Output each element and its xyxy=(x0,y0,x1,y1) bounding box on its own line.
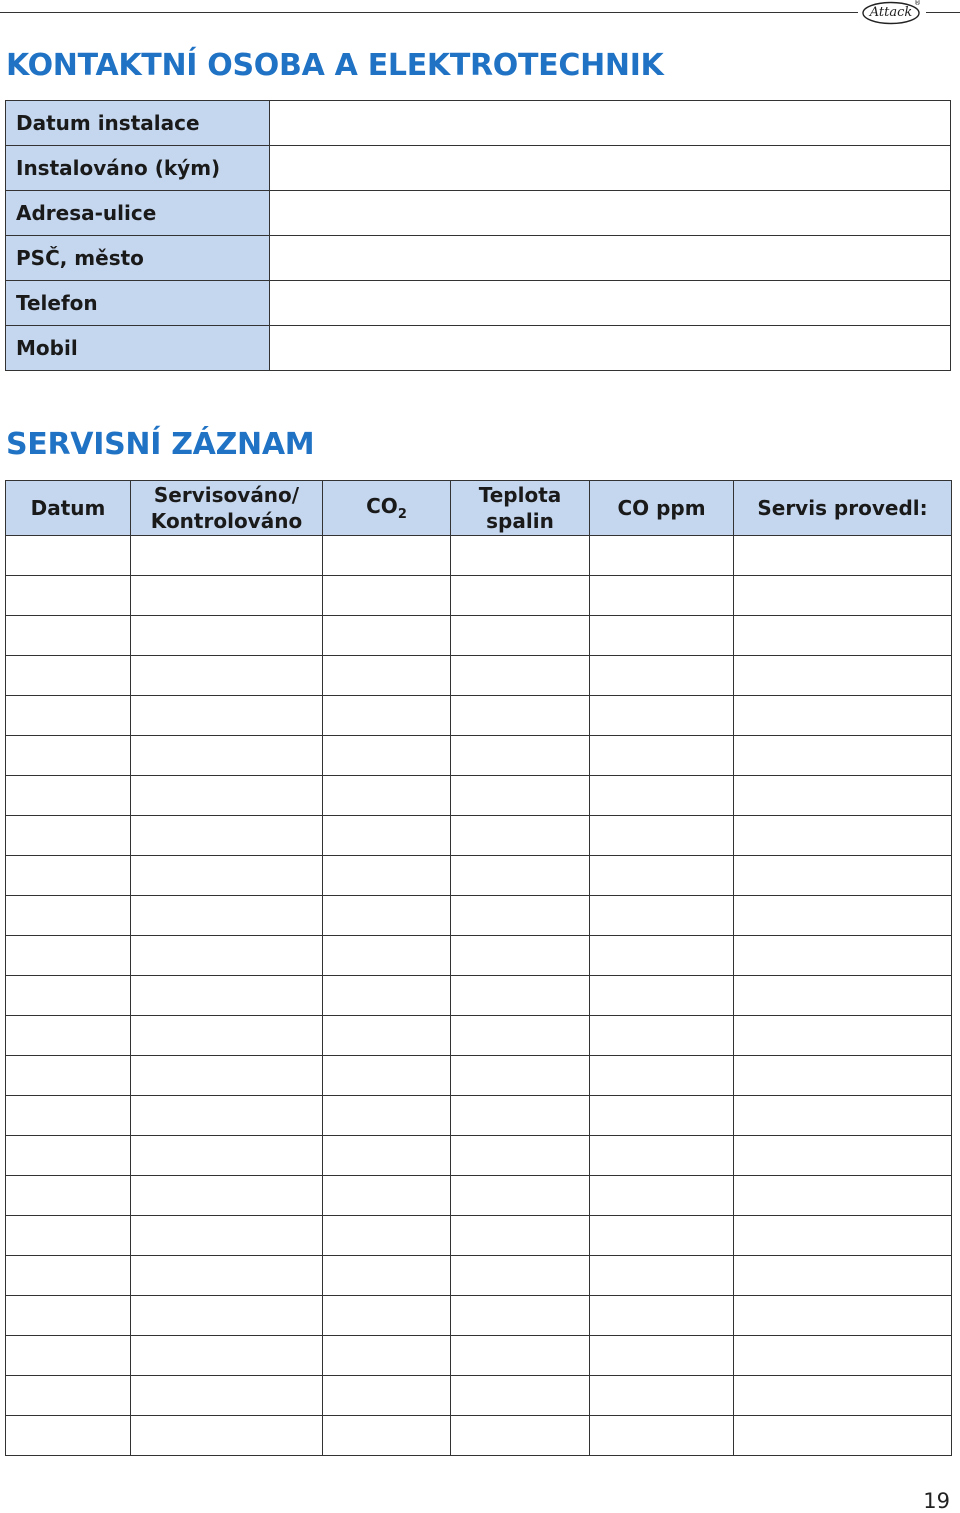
service-row xyxy=(6,1416,952,1456)
co-ppm-cell[interactable] xyxy=(590,736,734,776)
co-ppm-cell[interactable] xyxy=(590,1296,734,1336)
flue-temp-cell[interactable] xyxy=(451,816,590,856)
flue-temp-cell[interactable] xyxy=(451,776,590,816)
service-row xyxy=(6,1216,952,1256)
service-row xyxy=(6,736,952,776)
service-header-row xyxy=(6,481,952,536)
performed-by-cell[interactable] xyxy=(734,976,952,1016)
performed-by-cell[interactable] xyxy=(734,656,952,696)
contact-value-field[interactable] xyxy=(270,191,951,236)
performed-by-cell[interactable] xyxy=(734,736,952,776)
serviced-cell[interactable] xyxy=(131,616,323,656)
co-ppm-cell[interactable] xyxy=(590,1256,734,1296)
contact-row xyxy=(6,191,951,236)
co2-cell[interactable] xyxy=(323,896,451,936)
performed-by-cell[interactable] xyxy=(734,1136,952,1176)
performed-by-cell[interactable] xyxy=(734,1296,952,1336)
contact-row xyxy=(6,281,951,326)
co-ppm-cell[interactable] xyxy=(590,976,734,1016)
performed-by-cell[interactable] xyxy=(734,896,952,936)
page-number: 19 xyxy=(923,1489,950,1513)
performed-by-cell[interactable] xyxy=(734,936,952,976)
flue-temp-cell[interactable] xyxy=(451,576,590,616)
contact-label: Mobil xyxy=(6,326,270,371)
serviced-cell[interactable] xyxy=(131,856,323,896)
co-ppm-cell[interactable] xyxy=(590,616,734,656)
contact-row xyxy=(6,326,951,371)
col-header-co2: $CO_2$ xyxy=(323,481,451,536)
datum-cell[interactable] xyxy=(6,1256,131,1296)
serviced-cell[interactable] xyxy=(131,1056,323,1096)
datum-cell[interactable] xyxy=(6,696,131,736)
contact-section-title: KONTAKTNÍ OSOBA A ELEKTROTECHNIK xyxy=(6,48,664,83)
performed-by-cell[interactable] xyxy=(734,1216,952,1256)
performed-by-cell[interactable] xyxy=(734,696,952,736)
co-ppm-cell[interactable] xyxy=(590,576,734,616)
flue-temp-cell[interactable] xyxy=(451,696,590,736)
performed-by-cell[interactable] xyxy=(734,1256,952,1296)
service-row xyxy=(6,896,952,936)
service-row xyxy=(6,1376,952,1416)
contact-row xyxy=(6,146,951,191)
performed-by-cell[interactable] xyxy=(734,616,952,656)
co2-cell[interactable] xyxy=(323,536,451,576)
service-section-title xyxy=(6,427,314,462)
co2-cell[interactable] xyxy=(323,576,451,616)
flue-temp-cell[interactable] xyxy=(451,1216,590,1256)
service-row xyxy=(6,576,952,616)
datum-cell[interactable] xyxy=(6,1136,131,1176)
service-row xyxy=(6,1016,952,1056)
service-row xyxy=(6,1176,952,1216)
serviced-cell[interactable] xyxy=(131,1136,323,1176)
co2-cell[interactable] xyxy=(323,1336,451,1376)
service-title-part2: ZÁZNAM xyxy=(171,427,315,462)
co-ppm-cell[interactable] xyxy=(590,1376,734,1416)
contact-value-field[interactable] xyxy=(270,236,951,281)
serviced-cell[interactable] xyxy=(131,1296,323,1336)
col-header-flue-temp: Teplota spalin xyxy=(451,481,590,536)
co-ppm-cell[interactable] xyxy=(590,1056,734,1096)
flue-temp-cell[interactable] xyxy=(451,1096,590,1136)
datum-cell[interactable] xyxy=(6,816,131,856)
flue-temp-cell[interactable] xyxy=(451,536,590,576)
datum-cell[interactable] xyxy=(6,1176,131,1216)
logo-text: Attack xyxy=(869,5,913,20)
contact-table xyxy=(5,100,951,371)
co2-cell[interactable] xyxy=(323,1096,451,1136)
co-ppm-cell[interactable] xyxy=(590,936,734,976)
flue-temp-cell[interactable] xyxy=(451,1336,590,1376)
serviced-cell[interactable] xyxy=(131,1176,323,1216)
co2-cell[interactable] xyxy=(323,1136,451,1176)
co2-cell[interactable] xyxy=(323,1416,451,1456)
co2-cell[interactable] xyxy=(323,936,451,976)
flue-temp-cell[interactable] xyxy=(451,856,590,896)
service-row xyxy=(6,1296,952,1336)
performed-by-cell[interactable] xyxy=(734,1336,952,1376)
flue-temp-cell[interactable] xyxy=(451,1296,590,1336)
co-ppm-cell[interactable] xyxy=(590,1336,734,1376)
contact-value-field[interactable] xyxy=(270,281,951,326)
co-ppm-cell[interactable] xyxy=(590,856,734,896)
serviced-cell[interactable] xyxy=(131,816,323,856)
datum-cell[interactable] xyxy=(6,1336,131,1376)
co2-cell[interactable] xyxy=(323,976,451,1016)
flue-temp-cell[interactable] xyxy=(451,896,590,936)
co2-cell[interactable] xyxy=(323,776,451,816)
co2-cell[interactable] xyxy=(323,1376,451,1416)
datum-cell[interactable] xyxy=(6,1296,131,1336)
top-rule xyxy=(0,12,858,13)
datum-cell[interactable] xyxy=(6,1016,131,1056)
datum-cell[interactable] xyxy=(6,1376,131,1416)
service-row xyxy=(6,536,952,576)
col-header-serviced: Servisováno/ Kontrolováno xyxy=(131,481,323,536)
serviced-cell[interactable] xyxy=(131,736,323,776)
co-ppm-cell[interactable] xyxy=(590,1096,734,1136)
co2-cell[interactable] xyxy=(323,1056,451,1096)
flue-temp-cell[interactable] xyxy=(451,1176,590,1216)
performed-by-cell[interactable] xyxy=(734,776,952,816)
datum-cell[interactable] xyxy=(6,896,131,936)
contact-value-field[interactable] xyxy=(270,326,951,371)
co-ppm-cell[interactable] xyxy=(590,896,734,936)
serviced-cell[interactable] xyxy=(131,936,323,976)
co-ppm-cell[interactable] xyxy=(590,1176,734,1216)
serviced-cell[interactable] xyxy=(131,1256,323,1296)
service-title-part1: SERVISNÍ xyxy=(6,427,172,462)
serviced-cell[interactable] xyxy=(131,896,323,936)
performed-by-cell[interactable] xyxy=(734,1176,952,1216)
service-row xyxy=(6,1056,952,1096)
co2-cell[interactable] xyxy=(323,736,451,776)
serviced-cell[interactable] xyxy=(131,776,323,816)
serviced-cell[interactable] xyxy=(131,656,323,696)
co-ppm-cell[interactable] xyxy=(590,1016,734,1056)
registered-mark: ® xyxy=(914,0,921,7)
top-rule-right xyxy=(926,12,960,13)
performed-by-cell[interactable] xyxy=(734,1096,952,1136)
datum-cell[interactable] xyxy=(6,936,131,976)
datum-cell[interactable] xyxy=(6,616,131,656)
service-row xyxy=(6,976,952,1016)
co2-cell[interactable] xyxy=(323,656,451,696)
datum-cell[interactable] xyxy=(6,736,131,776)
serviced-cell[interactable] xyxy=(131,976,323,1016)
co2-cell[interactable] xyxy=(323,1256,451,1296)
service-row xyxy=(6,776,952,816)
serviced-cell[interactable] xyxy=(131,1096,323,1136)
serviced-cell[interactable] xyxy=(131,1216,323,1256)
service-row xyxy=(6,696,952,736)
flue-temp-cell[interactable] xyxy=(451,936,590,976)
datum-cell[interactable] xyxy=(6,656,131,696)
co2-cell[interactable] xyxy=(323,856,451,896)
performed-by-cell[interactable] xyxy=(734,536,952,576)
co-ppm-cell[interactable] xyxy=(590,776,734,816)
datum-cell[interactable] xyxy=(6,776,131,816)
attack-logo xyxy=(861,1,921,25)
co2-cell[interactable] xyxy=(323,616,451,656)
datum-cell[interactable] xyxy=(6,536,131,576)
service-row xyxy=(6,616,952,656)
col-header-co-ppm: CO ppm xyxy=(590,481,734,536)
service-row xyxy=(6,856,952,896)
datum-cell[interactable] xyxy=(6,1056,131,1096)
contact-label: Adresa-ulice xyxy=(6,191,270,236)
service-record-table xyxy=(5,480,952,1456)
serviced-cell[interactable] xyxy=(131,696,323,736)
co2-cell[interactable] xyxy=(323,696,451,736)
datum-cell[interactable] xyxy=(6,1216,131,1256)
flue-temp-cell[interactable] xyxy=(451,976,590,1016)
service-row xyxy=(6,656,952,696)
datum-cell[interactable] xyxy=(6,1416,131,1456)
performed-by-cell[interactable] xyxy=(734,816,952,856)
co-ppm-cell[interactable] xyxy=(590,1136,734,1176)
contact-row xyxy=(6,101,951,146)
co-ppm-cell[interactable] xyxy=(590,1216,734,1256)
contact-label: Datum instalace xyxy=(6,101,270,146)
contact-label: PSČ, město xyxy=(6,236,270,281)
performed-by-cell[interactable] xyxy=(734,856,952,896)
datum-cell[interactable] xyxy=(6,976,131,1016)
co2-cell[interactable] xyxy=(323,1296,451,1336)
flue-temp-cell[interactable] xyxy=(451,1256,590,1296)
col-header-performed-by: Servis provedl: xyxy=(734,481,952,536)
co2-cell[interactable] xyxy=(323,1176,451,1216)
serviced-cell[interactable] xyxy=(131,576,323,616)
contact-value-field[interactable] xyxy=(270,101,951,146)
datum-cell[interactable] xyxy=(6,856,131,896)
performed-by-cell[interactable] xyxy=(734,576,952,616)
co-ppm-cell[interactable] xyxy=(590,696,734,736)
service-row xyxy=(6,816,952,856)
co-ppm-cell[interactable] xyxy=(590,656,734,696)
serviced-cell[interactable] xyxy=(131,1016,323,1056)
contact-value-field[interactable] xyxy=(270,146,951,191)
serviced-cell[interactable] xyxy=(131,1336,323,1376)
service-row xyxy=(6,1256,952,1296)
co2-cell[interactable] xyxy=(323,1216,451,1256)
datum-cell[interactable] xyxy=(6,576,131,616)
service-row xyxy=(6,1136,952,1176)
co-ppm-cell[interactable] xyxy=(590,536,734,576)
co-ppm-cell[interactable] xyxy=(590,1416,734,1456)
co2-cell[interactable] xyxy=(323,1016,451,1056)
serviced-cell[interactable] xyxy=(131,1416,323,1456)
contact-label: Instalováno (kým) xyxy=(6,146,270,191)
serviced-cell[interactable] xyxy=(131,536,323,576)
co-ppm-cell[interactable] xyxy=(590,816,734,856)
col-header-datum: Datum xyxy=(6,481,131,536)
flue-temp-cell[interactable] xyxy=(451,1016,590,1056)
co2-cell[interactable] xyxy=(323,816,451,856)
performed-by-cell[interactable] xyxy=(734,1056,952,1096)
performed-by-cell[interactable] xyxy=(734,1376,952,1416)
contact-row xyxy=(6,236,951,281)
performed-by-cell[interactable] xyxy=(734,1416,952,1456)
flue-temp-cell[interactable] xyxy=(451,1136,590,1176)
service-row xyxy=(6,1336,952,1376)
service-row xyxy=(6,936,952,976)
flue-temp-cell[interactable] xyxy=(451,736,590,776)
service-row xyxy=(6,1096,952,1136)
flue-temp-cell[interactable] xyxy=(451,616,590,656)
flue-temp-cell[interactable] xyxy=(451,1376,590,1416)
datum-cell[interactable] xyxy=(6,1096,131,1136)
flue-temp-cell[interactable] xyxy=(451,1416,590,1456)
flue-temp-cell[interactable] xyxy=(451,656,590,696)
flue-temp-cell[interactable] xyxy=(451,1056,590,1096)
serviced-cell[interactable] xyxy=(131,1376,323,1416)
contact-label: Telefon xyxy=(6,281,270,326)
performed-by-cell[interactable] xyxy=(734,1016,952,1056)
